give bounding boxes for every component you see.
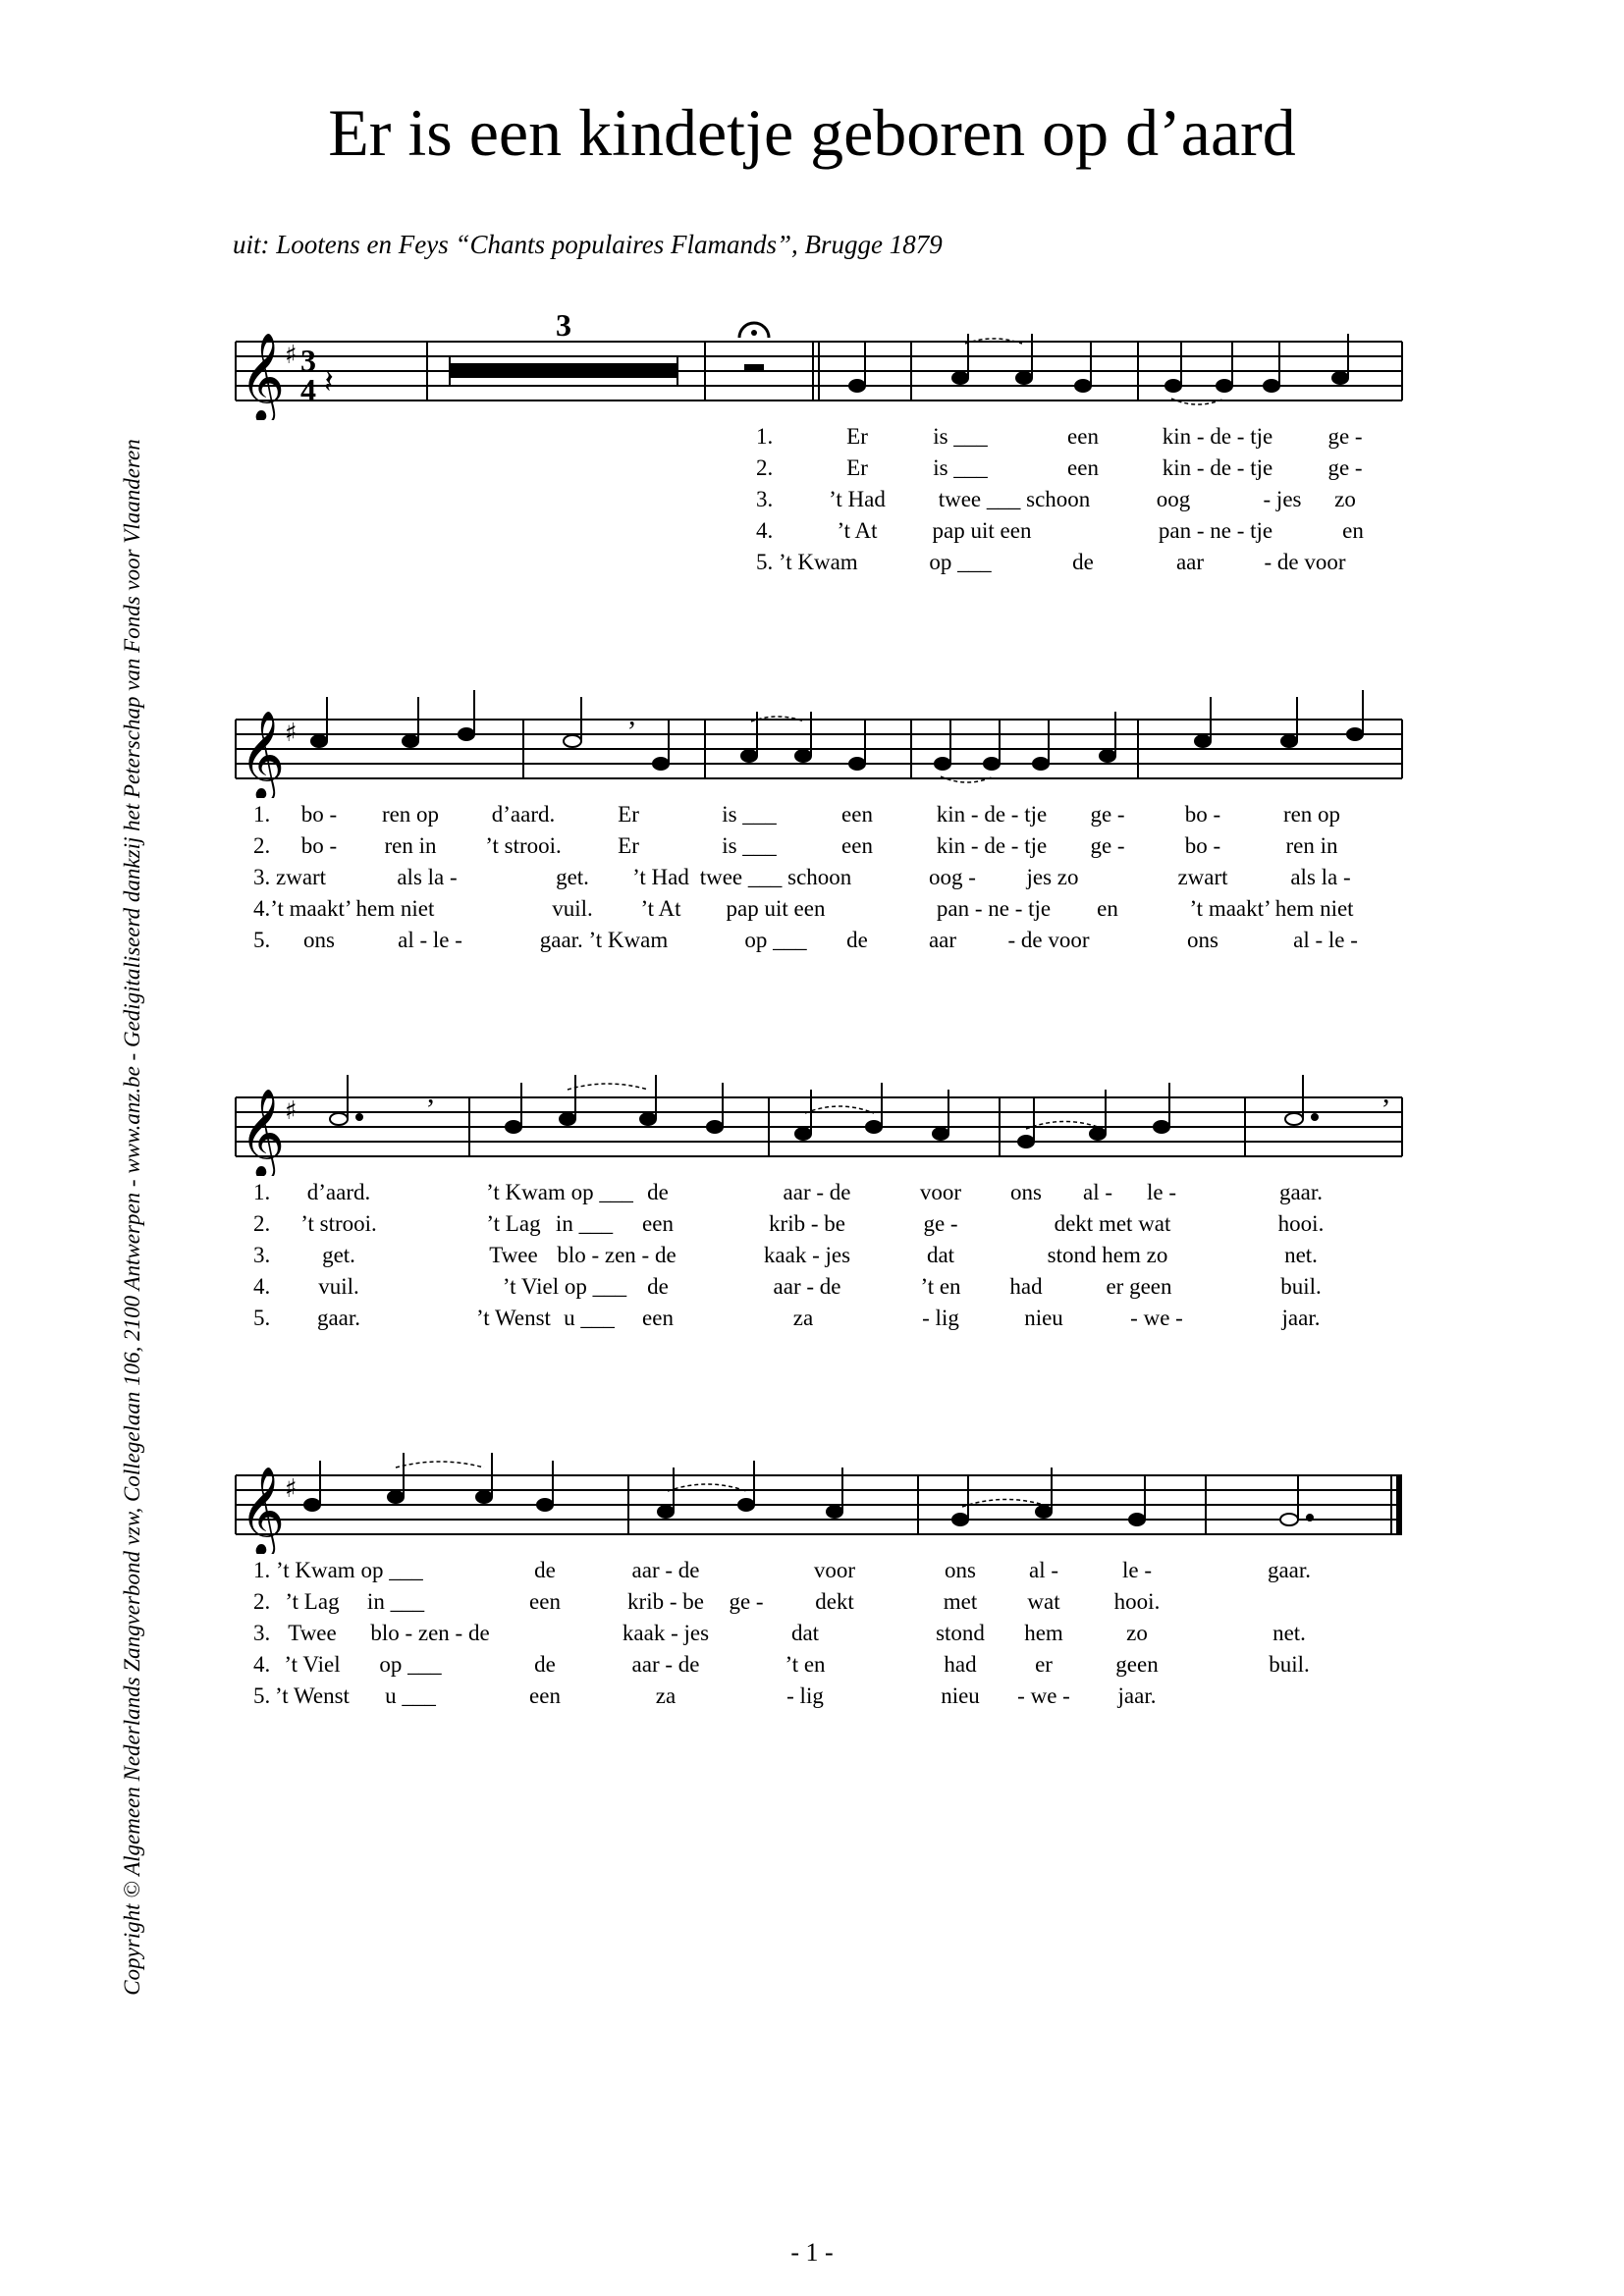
- lyric-syllable: ’t Wenst: [476, 1306, 551, 1330]
- lyric-syllable: Twee: [489, 1243, 538, 1267]
- lyric-syllable: kin - de - tje: [1162, 424, 1273, 449]
- lyric-syllable: ge -: [923, 1211, 958, 1236]
- lyric-line-verse-4: [0, 516, 1624, 548]
- lyric-syllable: ’t Kwam op ___: [486, 1180, 633, 1204]
- lyric-syllable: voor: [813, 1558, 856, 1582]
- lyric-syllable: aar: [928, 928, 957, 952]
- lyric-syllable: aar - de: [783, 1180, 851, 1204]
- lyric-syllable: za: [792, 1306, 814, 1330]
- lyric-syllable: hem: [1024, 1621, 1063, 1645]
- lyric-syllable: aar - de: [773, 1274, 841, 1299]
- lyric-syllable: ’t en: [785, 1652, 826, 1677]
- lyric-syllable: een: [1067, 424, 1099, 449]
- treble-clef-icon: 𝄞: [240, 1089, 286, 1176]
- lyric-syllable: kin - de - tje: [936, 802, 1048, 827]
- lyric-syllable: ’t Lag: [486, 1211, 541, 1236]
- lyric-syllable: er: [1035, 1652, 1053, 1677]
- copyright-notice: Copyright © Algemeen Nederlands Zangverbond vzw, Collegelaan 106, 2100 Antwerpen - www.anz.be - Gedigitaliseerd dankzij het Peterschap van Fonds voor Vlaanderen: [120, 439, 144, 1996]
- lyric-line-verse-3: [0, 1241, 1624, 1272]
- lyric-syllable: al - le -: [1293, 928, 1358, 952]
- lyric-syllable: bo -: [300, 802, 338, 827]
- lyric-syllable: nieu: [941, 1683, 980, 1708]
- lyric-syllable: net.: [1272, 1621, 1306, 1645]
- lyric-syllable: net.: [1284, 1243, 1318, 1267]
- lyric-syllable: ’t Viel op ___: [502, 1274, 627, 1299]
- verse-number: 4.’t maakt’ hem niet: [253, 896, 435, 921]
- lyric-syllable: le -: [1146, 1180, 1177, 1204]
- lyric-syllable: krib - be: [627, 1589, 704, 1614]
- lyric-syllable: dat: [926, 1243, 955, 1267]
- verse-number: 1.: [253, 1180, 271, 1204]
- lyric-syllable: ons: [1010, 1180, 1042, 1204]
- multi-measure-rest: [450, 363, 677, 378]
- lyric-syllable: en: [1342, 518, 1364, 543]
- lyric-syllable: zwart: [1177, 865, 1228, 889]
- lyric-syllable: had: [1009, 1274, 1043, 1299]
- lyric-syllable: ge -: [1090, 833, 1125, 858]
- lyric-syllable: zo: [1126, 1621, 1148, 1645]
- verse-number: 2.: [253, 1589, 271, 1614]
- verse-number: 1.: [756, 424, 774, 449]
- verse-number: 5.: [253, 1683, 271, 1708]
- notes-system-2: [311, 690, 1363, 770]
- lyric-syllable: le -: [1121, 1558, 1153, 1582]
- lyric-syllable: ge -: [1327, 424, 1363, 449]
- lyric-line-verse-4: [0, 894, 1624, 926]
- lyric-syllable: jes zo: [1026, 865, 1079, 889]
- verse-number: 2.: [756, 455, 774, 480]
- lyric-syllable: ge -: [729, 1589, 764, 1614]
- lyric-syllable: ’t At: [640, 896, 681, 921]
- lyric-syllable: u ___: [385, 1683, 436, 1708]
- lyric-syllable: pap uit een: [726, 896, 826, 921]
- sharp-icon: ♯: [285, 1096, 298, 1126]
- lyric-syllable: de: [534, 1558, 556, 1582]
- breath-mark-icon: ,: [1382, 1077, 1390, 1109]
- lyric-syllable: ren in: [384, 833, 437, 858]
- lyric-syllable: dat: [790, 1621, 820, 1645]
- source-citation: uit: Lootens en Feys “Chants populaires Flamands”, Brugge 1879: [233, 230, 943, 259]
- music-system-4: [0, 1446, 1624, 1721]
- lyric-syllable: Er: [846, 455, 868, 480]
- lyric-line-verse-2: [0, 831, 1624, 863]
- lyric-syllable: buil.: [1269, 1652, 1310, 1677]
- lyric-syllable: een: [841, 833, 873, 858]
- lyric-syllable: vuil.: [552, 896, 593, 921]
- verse-number: 5.: [253, 928, 271, 952]
- lyric-syllable: vuil.: [318, 1274, 359, 1299]
- lyric-syllable: dekt: [815, 1589, 854, 1614]
- lyric-syllable: al -: [1082, 1180, 1113, 1204]
- lyric-line-verse-2: [0, 454, 1624, 485]
- lyric-line-verse-1: [0, 800, 1624, 831]
- sharp-icon: ♯: [285, 341, 298, 370]
- lyric-syllable: buil.: [1280, 1274, 1322, 1299]
- lyric-syllable: - lig: [786, 1683, 824, 1708]
- lyric-syllable: ge -: [1327, 455, 1363, 480]
- lyric-syllable: is ___: [933, 424, 988, 449]
- lyric-syllable: aar - de: [631, 1652, 700, 1677]
- lyric-line-verse-5: [0, 926, 1624, 957]
- lyric-syllable: - de voor: [1264, 550, 1346, 574]
- lyric-syllable: Er: [618, 802, 639, 827]
- lyric-line-verse-5: [0, 548, 1624, 579]
- lyric-syllable: - we -: [1130, 1306, 1183, 1330]
- lyric-syllable: voor: [919, 1180, 962, 1204]
- lyric-syllable: geen: [1115, 1652, 1159, 1677]
- lyric-syllable: ons: [1187, 928, 1218, 952]
- music-system-1: [0, 312, 1624, 587]
- lyric-syllable: ge -: [1090, 802, 1125, 827]
- lyric-line-verse-5: [0, 1682, 1624, 1713]
- lyric-syllable: ons: [945, 1558, 976, 1582]
- lyric-syllable: op ___: [379, 1652, 442, 1677]
- lyric-syllable: er geen: [1106, 1274, 1172, 1299]
- lyric-syllable: in ___: [555, 1211, 614, 1236]
- lyric-syllable: met: [943, 1589, 978, 1614]
- verse-number: 3. zwart: [253, 865, 327, 889]
- verse-number: 3.: [253, 1243, 271, 1267]
- verse-number: 4.: [253, 1274, 271, 1299]
- lyric-syllable: aar - de: [631, 1558, 700, 1582]
- lyric-syllable: een: [1067, 455, 1099, 480]
- lyric-syllable: pan - ne - tje: [1158, 518, 1273, 543]
- lyric-syllable: stond: [936, 1621, 985, 1645]
- lyric-syllable: u ___: [564, 1306, 615, 1330]
- lyric-syllable: Twee: [288, 1621, 337, 1645]
- lyric-syllable: bo -: [300, 833, 338, 858]
- treble-clef-icon: 𝄞: [240, 333, 286, 420]
- lyric-syllable: wat: [1027, 1589, 1060, 1614]
- lyric-syllable: had: [944, 1652, 977, 1677]
- lyric-syllable: zo: [1334, 487, 1356, 511]
- lyric-syllable: als la -: [1290, 865, 1351, 889]
- lyric-syllable: ren op: [1282, 802, 1341, 827]
- lyric-syllable: za: [655, 1683, 677, 1708]
- page-number: - 1 -: [790, 2238, 834, 2267]
- lyric-syllable: de: [1072, 550, 1094, 574]
- verse-number: 2.: [253, 833, 271, 858]
- lyric-syllable: pap uit een: [932, 518, 1032, 543]
- lyric-syllable: kaak - jes: [763, 1243, 851, 1267]
- verse-number: 3.: [756, 487, 774, 511]
- lyric-syllable: ’t Lag: [285, 1589, 340, 1614]
- lyric-syllable: bo -: [1184, 833, 1221, 858]
- lyric-syllable: oog: [1156, 487, 1191, 511]
- sharp-icon: ♯: [285, 719, 298, 748]
- lyric-syllable: oog -: [929, 865, 976, 889]
- lyric-syllable: ’t Viel: [284, 1652, 341, 1677]
- lyric-syllable: als la -: [397, 865, 458, 889]
- quarter-rest-icon: 𝄽: [324, 363, 334, 400]
- treble-clef-icon: 𝄞: [240, 711, 286, 798]
- lyric-syllable: is ___: [933, 455, 988, 480]
- lyric-syllable: de: [647, 1180, 669, 1204]
- song-title: Er is een kindetje geboren op d’aard: [328, 95, 1296, 170]
- lyric-syllable: gaar.: [1267, 1558, 1312, 1582]
- lyric-syllable: hooi.: [1113, 1589, 1161, 1614]
- staff-1: [0, 312, 1624, 420]
- lyric-syllable: get.: [556, 865, 589, 889]
- lyric-syllable: stond hem zo: [1047, 1243, 1168, 1267]
- verse-number: 2.: [253, 1211, 271, 1236]
- time-signature-top: 3: [300, 343, 316, 378]
- lyric-syllable: jaar.: [1117, 1683, 1157, 1708]
- lyric-syllable: get.: [322, 1243, 355, 1267]
- multi-rest-count: 3: [556, 312, 571, 343]
- lyric-syllable: een: [642, 1211, 674, 1236]
- music-system-2: [0, 690, 1624, 965]
- lyric-syllable: is ___: [722, 802, 777, 827]
- lyric-syllable: de: [846, 928, 868, 952]
- lyric-line-verse-4: [0, 1650, 1624, 1682]
- lyric-syllable: ’t en: [920, 1274, 961, 1299]
- treble-clef-icon: 𝄞: [240, 1467, 286, 1554]
- verse-number: 5.: [253, 1306, 271, 1330]
- lyric-syllable: dekt met wat: [1054, 1211, 1171, 1236]
- lyric-line-verse-3: [0, 863, 1624, 894]
- lyric-syllable: een: [841, 802, 873, 827]
- lyric-syllable: jaar.: [1281, 1306, 1321, 1330]
- lyric-syllable: - de voor: [1007, 928, 1090, 952]
- lyric-syllable: de: [647, 1274, 669, 1299]
- lyric-syllable: ren op: [381, 802, 440, 827]
- lyric-syllable: gaar.: [316, 1306, 361, 1330]
- sharp-icon: ♯: [285, 1474, 298, 1504]
- lyric-syllable: Er: [846, 424, 868, 449]
- lyric-syllable: al - le -: [398, 928, 462, 952]
- lyric-syllable: al -: [1028, 1558, 1059, 1582]
- lyric-syllable: kaak - jes: [622, 1621, 710, 1645]
- lyric-syllable: - jes: [1263, 487, 1302, 511]
- lyric-syllable: krib - be: [769, 1211, 845, 1236]
- lyric-syllable: ’t strooi.: [300, 1211, 377, 1236]
- music-system-3: [0, 1068, 1624, 1343]
- lyric-syllable: ’t Wenst: [275, 1683, 350, 1708]
- lyric-syllable: ren in: [1285, 833, 1338, 858]
- lyric-line-verse-1: [0, 422, 1624, 454]
- time-signature-bottom: 4: [300, 372, 316, 407]
- verse-number: 3.: [253, 1621, 271, 1645]
- lyric-syllable: aar: [1175, 550, 1205, 574]
- lyric-line-verse-5: [0, 1304, 1624, 1335]
- lyric-syllable: - lig: [922, 1306, 959, 1330]
- lyric-line-verse-4: [0, 1272, 1624, 1304]
- lyric-syllable: gaar.: [1278, 1180, 1324, 1204]
- lyric-line-verse-2: [0, 1209, 1624, 1241]
- lyric-syllable: en: [1097, 896, 1118, 921]
- lyric-syllable: hooi.: [1277, 1211, 1325, 1236]
- lyric-syllable: een: [529, 1683, 561, 1708]
- lyric-syllable: ’t At: [837, 518, 878, 543]
- lyric-line-verse-1: [0, 1178, 1624, 1209]
- staff-2: [0, 690, 1624, 798]
- verse-number: 1. ’t Kwam op ___: [253, 1558, 423, 1582]
- lyric-syllable: ons: [303, 928, 335, 952]
- staff-3: [0, 1068, 1624, 1176]
- lyric-syllable: is ___: [722, 833, 777, 858]
- lyric-syllable: - we -: [1017, 1683, 1070, 1708]
- lyric-syllable: ’t strooi.: [485, 833, 562, 858]
- lyric-syllable: Er: [618, 833, 639, 858]
- lyric-syllable: blo - zen - de: [557, 1243, 677, 1267]
- lyric-syllable: blo - zen - de: [370, 1621, 490, 1645]
- verse-number: 5. ’t Kwam: [756, 550, 858, 574]
- lyric-syllable: op ___: [929, 550, 992, 574]
- lyric-syllable: twee ___ schoon: [938, 487, 1091, 511]
- breath-mark-icon: ,: [427, 1077, 435, 1109]
- lyric-syllable: in ___: [366, 1589, 425, 1614]
- verse-number: 4.: [253, 1652, 271, 1677]
- lyric-syllable: gaar. ’t Kwam: [539, 928, 669, 952]
- lyric-syllable: ’t maakt’ hem niet: [1189, 896, 1354, 921]
- breath-mark-icon: ,: [628, 699, 636, 731]
- lyric-syllable: twee ___ schoon: [699, 865, 852, 889]
- lyric-syllable: de: [534, 1652, 556, 1677]
- lyric-syllable: nieu: [1024, 1306, 1063, 1330]
- half-rest: [744, 364, 764, 371]
- lyric-syllable: een: [529, 1589, 561, 1614]
- lyric-syllable: op ___: [744, 928, 807, 952]
- lyric-syllable: een: [642, 1306, 674, 1330]
- staff-4: [0, 1446, 1624, 1554]
- lyric-syllable: d’aard.: [306, 1180, 371, 1204]
- lyric-syllable: bo -: [1184, 802, 1221, 827]
- lyric-line-verse-2: [0, 1587, 1624, 1619]
- lyric-syllable: d’aard.: [491, 802, 556, 827]
- lyric-syllable: pan - ne - tje: [936, 896, 1052, 921]
- lyric-syllable: ’t Had: [632, 865, 689, 889]
- verse-number: 4.: [756, 518, 774, 543]
- lyric-line-verse-3: [0, 1619, 1624, 1650]
- lyric-line-verse-1: [0, 1556, 1624, 1587]
- lyric-syllable: kin - de - tje: [936, 833, 1048, 858]
- lyric-syllable: kin - de - tje: [1162, 455, 1273, 480]
- lyric-line-verse-3: [0, 485, 1624, 516]
- verse-number: 1.: [253, 802, 271, 827]
- lyric-syllable: ’t Had: [829, 487, 886, 511]
